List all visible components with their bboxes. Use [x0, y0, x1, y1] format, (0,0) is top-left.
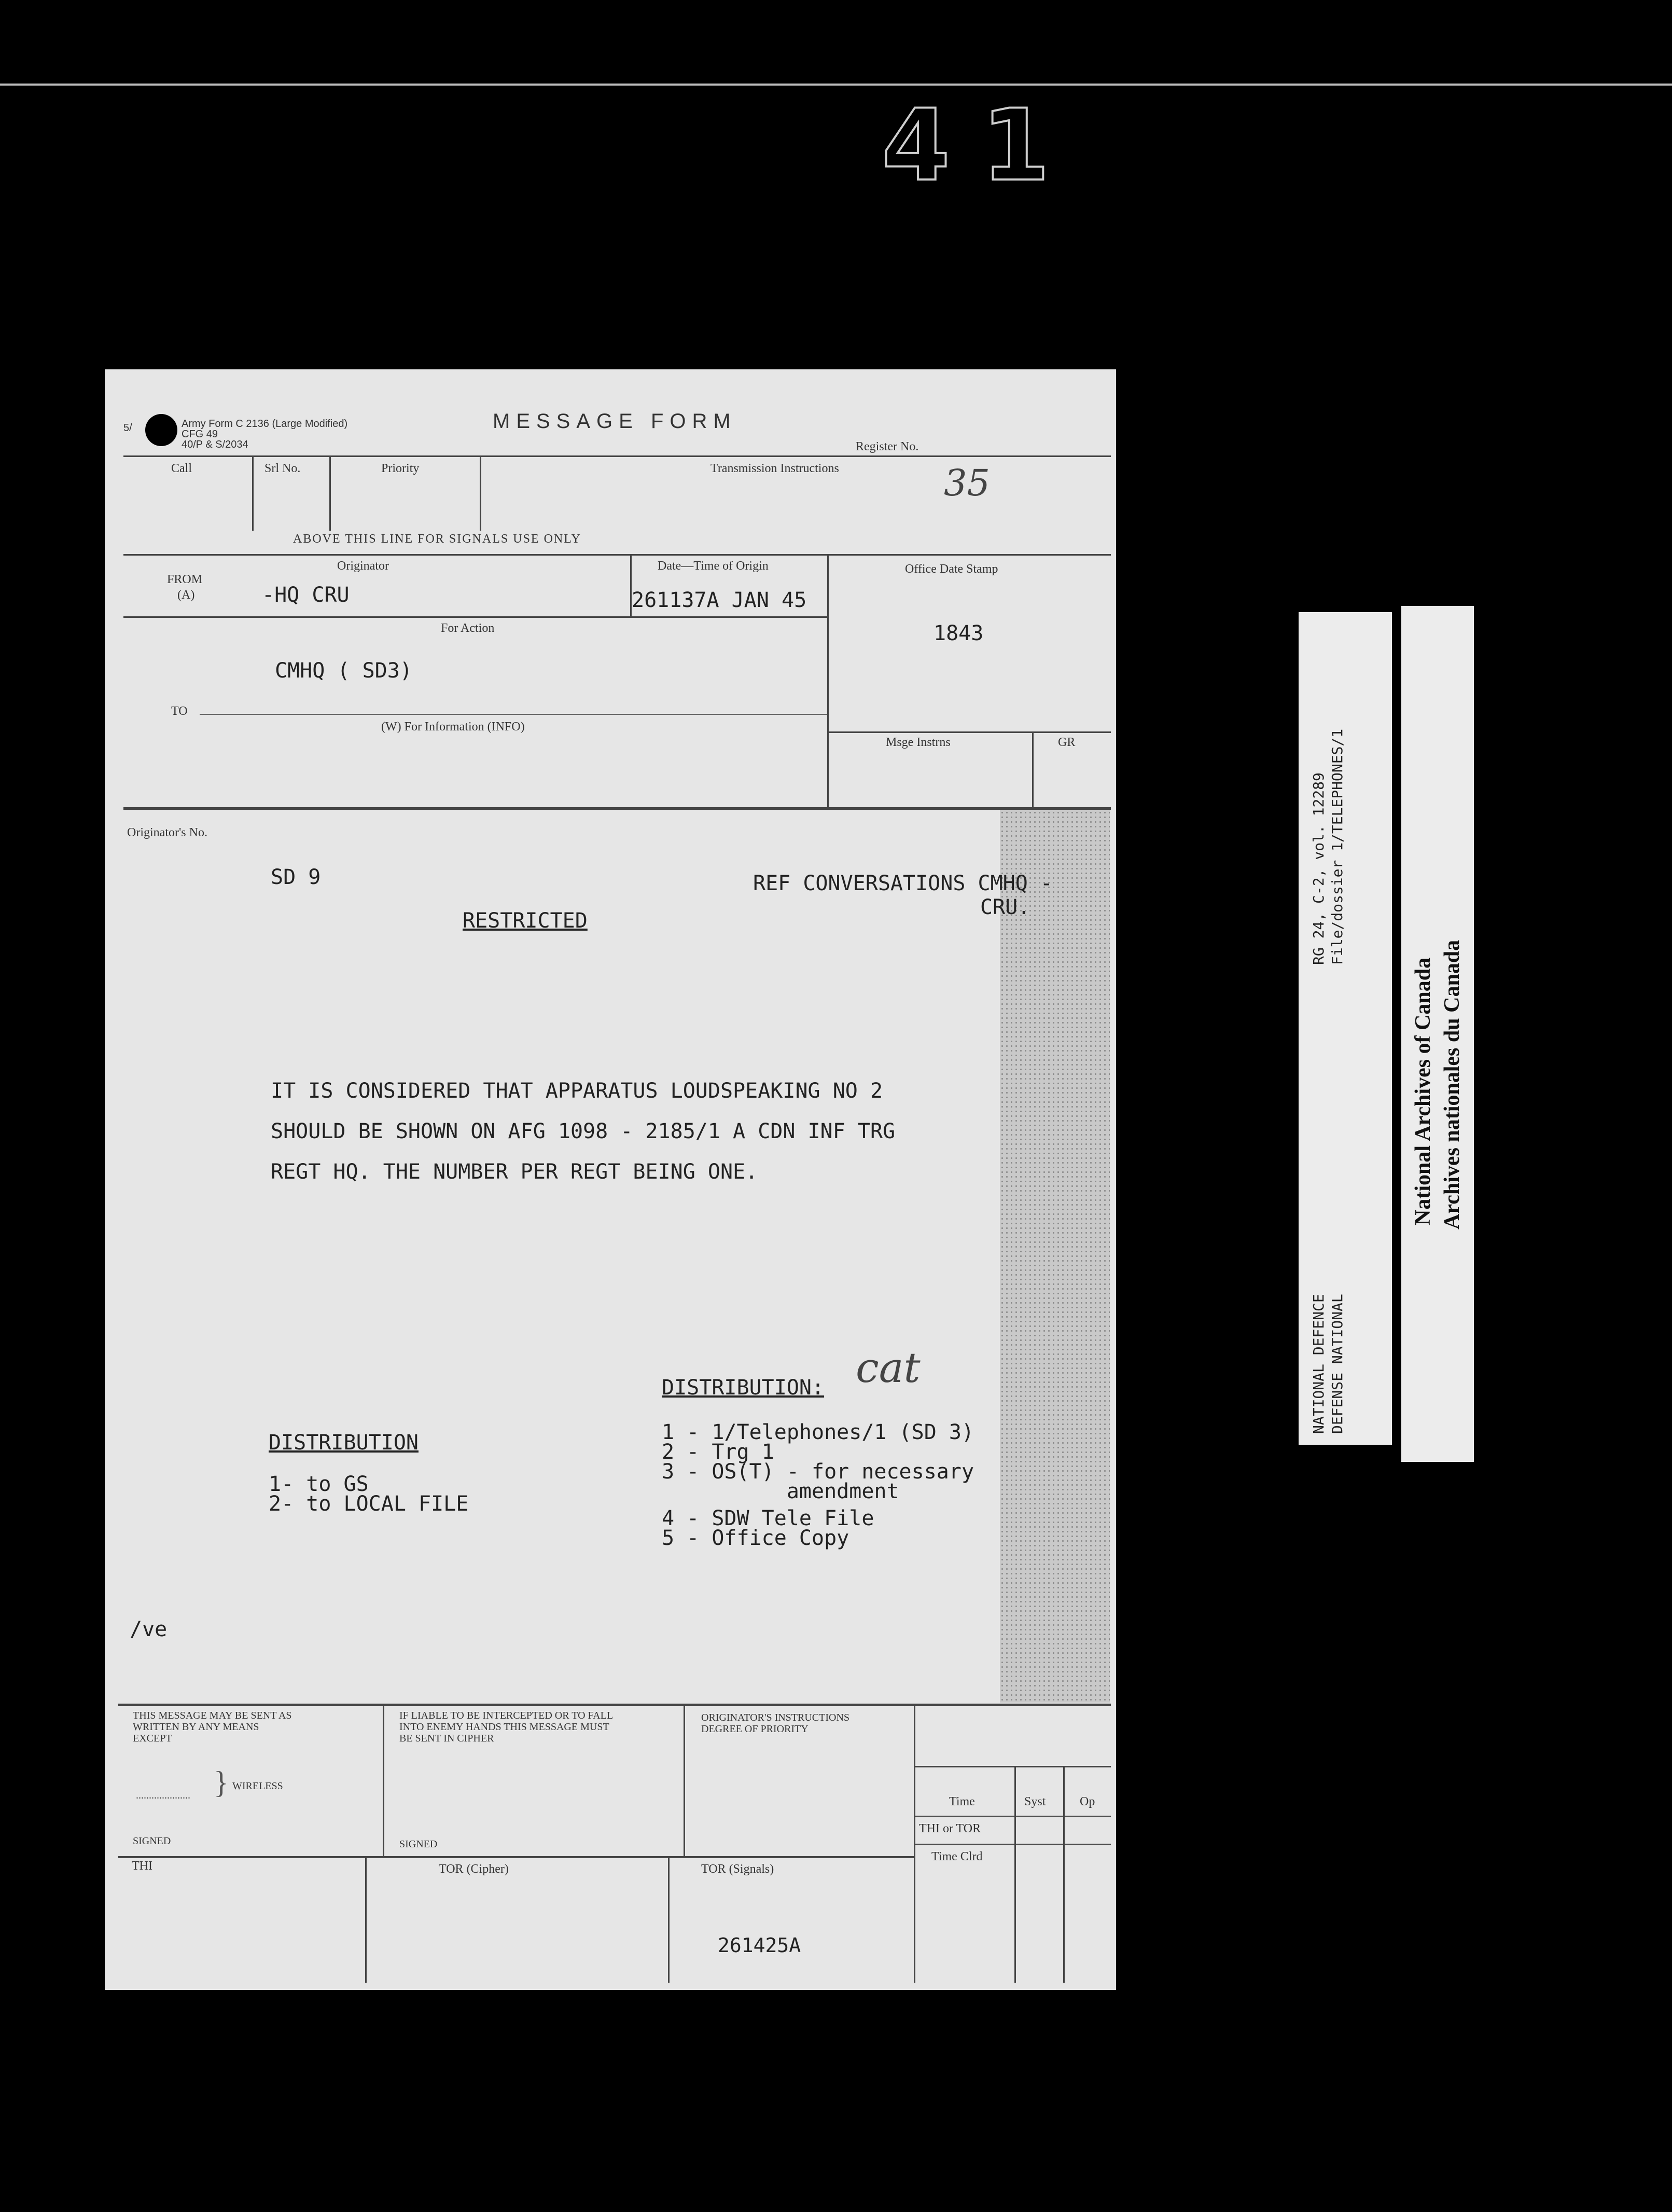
form-title: MESSAGE FORM [493, 410, 737, 433]
form-ref-3: 40/P & S/2034 [182, 439, 248, 450]
cipher-note-3: BE SENT IN CIPHER [399, 1733, 494, 1744]
rule [914, 1766, 1111, 1767]
orig-instr-2: DEGREE OF PRIORITY [701, 1723, 809, 1735]
form-ref-prefix: 5/ [123, 422, 132, 434]
stippled-margin [1000, 810, 1110, 1703]
rule [1014, 1766, 1016, 1983]
originators-no: SD 9 [271, 865, 321, 889]
handwritten-number: 35 [944, 462, 991, 504]
distribution-right-item-3: 3 - OS(T) - for necessary [662, 1460, 974, 1484]
distribution-right-item-4: amendment [662, 1480, 899, 1503]
msge-instrns-label: Msge Instrns [886, 736, 951, 749]
register-label: Register No. [856, 440, 919, 453]
to-label: TO [171, 704, 188, 718]
department-line-2: DEFENSE NATIONAL [1329, 1294, 1346, 1434]
cipher-note-1: IF LIABLE TO BE INTERCEPTED OR TO FALL [399, 1710, 614, 1721]
signed-mid: SIGNED [399, 1838, 438, 1850]
from-sub: (A) [177, 588, 195, 602]
originator-label: Originator [337, 559, 389, 573]
time-label: Time [949, 1795, 975, 1808]
archive-ref-line-2: File/dossier 1/TELEPHONES/1 [1329, 728, 1346, 965]
body-line-1: IT IS CONSIDERED THAT APPARATUS LOUDSPEAKING NO 2 [271, 1079, 883, 1103]
priority-label: Priority [381, 462, 420, 475]
distribution-right-item-6: 5 - Office Copy [662, 1526, 849, 1550]
srl-label: Srl No. [264, 462, 301, 475]
rule [684, 1706, 685, 1856]
rule [480, 457, 481, 531]
rule [252, 457, 254, 531]
body-line-3: REGT HQ. THE NUMBER PER REGT BEING ONE. [271, 1160, 758, 1184]
rule [914, 1844, 1111, 1845]
classification: RESTRICTED [463, 909, 588, 933]
distribution-handwritten: cat [856, 1344, 921, 1392]
office-stamp-label: Office Date Stamp [905, 562, 998, 576]
archives-line-1: National Archives of Canada [1411, 957, 1435, 1225]
rule [365, 1857, 367, 1983]
sent-as-2: WRITTEN BY ANY MEANS [133, 1721, 259, 1733]
dtg-label: Date—Time of Origin [658, 559, 769, 573]
above-line-note: ABOVE THIS LINE FOR SIGNALS USE ONLY [293, 532, 581, 546]
rule [1032, 731, 1034, 808]
rule [827, 554, 829, 808]
distribution-right-item-2: 2 - Trg 1 [662, 1440, 774, 1464]
orig-instr-1: ORIGINATOR'S INSTRUCTIONS [701, 1712, 850, 1723]
form-ref-2: CFG 49 [182, 428, 218, 440]
body-line-2: SHOULD BE SHOWN ON AFG 1098 - 2185/1 A CDN INF TRG [271, 1119, 896, 1143]
sent-as-3: EXCEPT [133, 1733, 172, 1744]
rule [914, 1816, 1111, 1817]
rule [329, 457, 331, 531]
transmission-label: Transmission Instructions [710, 462, 839, 475]
distribution-left-item-1: 1- to GS [269, 1472, 369, 1496]
rule [123, 616, 827, 618]
rule [123, 807, 1111, 810]
office-stamp-value: 1843 [933, 621, 984, 645]
for-action-label: For Action [441, 621, 495, 635]
distribution-left-item-2: 2- to LOCAL FILE [269, 1492, 469, 1516]
page-number: 41 [882, 88, 1081, 203]
thi-tor-label: THI or TOR [919, 1822, 981, 1835]
wireless-brace: } [214, 1765, 229, 1800]
from-label: FROM [167, 573, 203, 586]
to-value: CMHQ ( SD3) [275, 659, 412, 683]
signed-left: SIGNED [133, 1835, 171, 1847]
archive-ref-line-1: RG 24, C-2, vol. 12289 [1310, 772, 1327, 965]
info-label: (W) For Information (INFO) [381, 720, 525, 734]
rule [1063, 1766, 1065, 1983]
department-line-1: NATIONAL DEFENCE [1310, 1294, 1327, 1434]
from-value: -HQ CRU [262, 583, 350, 607]
reference-line-1: REF CONVERSATIONS CMHQ - [753, 872, 1053, 895]
punch-hole [145, 414, 177, 446]
thi-label: THI [132, 1859, 152, 1873]
syst-label: Syst [1024, 1795, 1046, 1808]
distribution-right-heading: DISTRIBUTION: [662, 1376, 825, 1400]
tor-cipher-label: TOR (Cipher) [439, 1862, 509, 1876]
rule [118, 1704, 1111, 1706]
wireless-dots: ..................... [136, 1790, 190, 1801]
rule [827, 731, 1111, 733]
time-clrd-label: Time Clrd [931, 1850, 983, 1863]
tor-signals-value: 261425A [718, 1934, 801, 1957]
op-label: Op [1080, 1795, 1095, 1808]
call-label: Call [171, 462, 192, 475]
rule [123, 455, 1111, 457]
distribution-right-item-1: 1 - 1/Telephones/1 (SD 3) [662, 1420, 974, 1444]
wireless-label: WIRELESS [232, 1780, 283, 1792]
reference-line-2: CRU. [980, 895, 1030, 919]
gr-label: GR [1058, 736, 1076, 749]
distribution-right-item-5: 4 - SDW Tele File [662, 1506, 874, 1530]
rule [668, 1857, 670, 1983]
rule [123, 554, 1111, 556]
tor-signals-label: TOR (Signals) [701, 1862, 774, 1876]
rule [200, 714, 827, 715]
form-ref-1: Army Form C 2136 (Large Modified) [182, 418, 348, 430]
rule [118, 1856, 914, 1858]
rule [383, 1706, 384, 1856]
originators-no-label: Originator's No. [127, 826, 207, 839]
typist-ref: /ve [130, 1617, 168, 1641]
dtg-value: 261137A JAN 45 [632, 588, 807, 612]
sent-as-1: THIS MESSAGE MAY BE SENT AS [133, 1710, 292, 1721]
archives-line-2: Archives nationales du Canada [1440, 939, 1464, 1229]
cipher-note-2: INTO ENEMY HANDS THIS MESSAGE MUST [399, 1721, 609, 1733]
distribution-left-heading: DISTRIBUTION [269, 1431, 419, 1455]
top-divider [0, 84, 1672, 86]
